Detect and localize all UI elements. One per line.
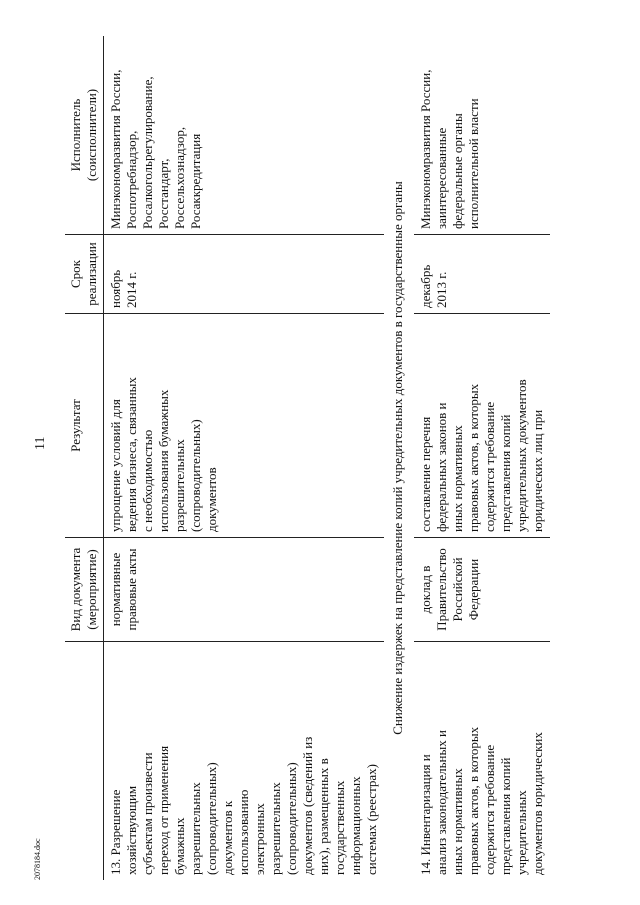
row14-name: 14. Инвентаризация и анализ законодательных и иных нормативных правовых актов, в которых содержится требование представления копий учредительных документов юридических — [418, 726, 545, 875]
header-term: Срок реализации — [65, 235, 104, 314]
row14-result: составление перечня федеральных законов и иных нормативных правовых актов, в которых содержится требование представления копий учредительных документов юридических лиц при — [414, 314, 550, 538]
section-title-row — [384, 36, 414, 880]
row14-executor: Минэкономразвития России, заинтересованные федеральные органы исполнительной власти — [414, 36, 550, 235]
row14-type: доклад в Правительство Российской Федерации — [414, 538, 550, 642]
header-name — [65, 642, 104, 881]
row13-name: 13. Разрешение хозяйствующим субъектам произвести переход от применения бумажных разрешительных (сопроводительных) документов к использованию электронных разрешительных (сопроводительных) документов (сведений из них), размещенных в государственных информационных системах (реестрах) — [108, 736, 379, 875]
section-title: Снижение издержек на представление копий учредительных документов в государственные органы — [390, 181, 405, 735]
row13-result: упрощение условий для ведения бизнеса, связанных с необходимостью использования бумажных разрешительных (сопроводительных) документов — [104, 314, 385, 538]
row13-term: ноябрь 2014 г. — [104, 235, 385, 314]
header-document-type: Вид документа (мероприятие) — [65, 538, 104, 642]
row13-type: нормативные правовые акты — [104, 538, 385, 642]
document-footer: 2078184.doc — [33, 838, 42, 880]
row13-executor: Минэкономразвития России, Роспотребнадзор, Росалкогольрегулирование, Росстандарт, Россельхознадзор, Росаккредитация — [104, 36, 385, 235]
table-header-row — [65, 36, 104, 880]
header-executor: Исполнитель (соисполнители) — [65, 36, 104, 235]
header-result: Результат — [65, 314, 104, 538]
row14-term: декабрь 2013 г. — [414, 235, 550, 314]
table-row-13 — [104, 36, 385, 880]
rotated-table-page — [65, 69, 545, 880]
table-row-14 — [414, 36, 550, 880]
plan-table — [65, 36, 550, 880]
page-number: 11 — [33, 436, 48, 450]
